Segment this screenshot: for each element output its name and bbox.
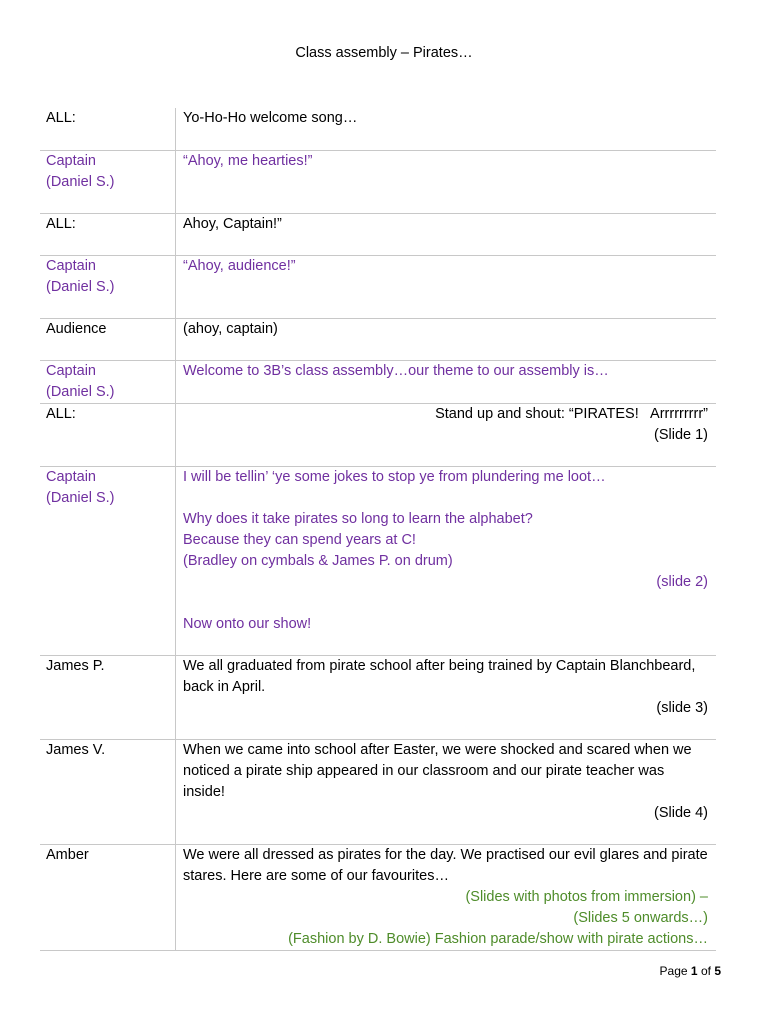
speaker-cell bbox=[40, 255, 176, 318]
speaker-name: Captain bbox=[46, 257, 96, 274]
speaker-name: ALL: bbox=[46, 215, 76, 232]
table-row bbox=[40, 655, 716, 739]
speaker-cell bbox=[40, 466, 176, 655]
table-row bbox=[40, 108, 716, 150]
page-footer bbox=[540, 964, 721, 978]
speaker-role: (Daniel S.) bbox=[46, 278, 115, 295]
line-cell bbox=[176, 150, 717, 213]
slide-cue: (slide 2) bbox=[656, 573, 708, 590]
line-cell bbox=[176, 213, 717, 255]
speaker-name: Captain bbox=[46, 468, 96, 485]
table-row bbox=[40, 213, 716, 255]
script-line: Welcome to 3B’s class assembly…our theme to our assembly is… bbox=[183, 362, 609, 379]
script-line: Ahoy, Captain!” bbox=[183, 215, 282, 232]
script-line: “Ahoy, audience!” bbox=[183, 257, 296, 274]
page-label: Page bbox=[659, 964, 688, 978]
script-line: Stand up and shout: “PIRATES! Arrrrrrrrr” bbox=[435, 405, 708, 422]
slide-cue: (Slide 4) bbox=[654, 804, 708, 821]
speaker-cell bbox=[40, 655, 176, 739]
stage-direction: (Slides with photos from immersion) – bbox=[465, 888, 708, 905]
speaker-name: Audience bbox=[46, 320, 107, 337]
line-cell bbox=[176, 108, 717, 150]
script-line: We were all dressed as pirates for the day. We practised our evil glares and pirate stares. Here are some of our favourites… bbox=[183, 846, 708, 884]
page-number: 1 bbox=[690, 964, 698, 978]
line-cell bbox=[176, 466, 717, 655]
speaker-name: ALL: bbox=[46, 405, 76, 422]
line-cell bbox=[176, 360, 717, 403]
document-title: Class assembly – Pirates… bbox=[295, 45, 473, 61]
script-line: “Ahoy, me hearties!” bbox=[183, 152, 313, 169]
table-row bbox=[40, 739, 716, 844]
script-table bbox=[40, 108, 716, 951]
script-line: (ahoy, captain) bbox=[183, 320, 278, 337]
speaker-cell bbox=[40, 739, 176, 844]
line-cell bbox=[176, 255, 717, 318]
speaker-cell bbox=[40, 360, 176, 403]
table-row bbox=[40, 150, 716, 213]
speaker-cell bbox=[40, 844, 176, 950]
speaker-cell bbox=[40, 318, 176, 360]
stage-direction: (Fashion by D. Bowie) Fashion parade/show with pirate actions… bbox=[288, 930, 708, 947]
slide-cue: (Slides 5 onwards…) bbox=[573, 909, 708, 926]
speaker-cell bbox=[40, 213, 176, 255]
slide-cue: (slide 3) bbox=[656, 699, 708, 716]
line-cell bbox=[176, 655, 717, 739]
speaker-role: (Daniel S.) bbox=[46, 489, 115, 506]
slide-cue: (Slide 1) bbox=[654, 426, 708, 443]
script-line: Because they can spend years at C! bbox=[183, 531, 416, 548]
table-row bbox=[40, 844, 716, 950]
table-row bbox=[40, 466, 716, 655]
speaker-name: James P. bbox=[46, 657, 105, 674]
speaker-name: ALL: bbox=[46, 110, 76, 126]
speaker-cell bbox=[40, 108, 176, 150]
script-line: Why does it take pirates so long to learn the alphabet? bbox=[183, 510, 533, 527]
of-label: of bbox=[700, 964, 711, 978]
blank-line bbox=[183, 488, 708, 509]
script-line: Now onto our show! bbox=[183, 615, 312, 632]
line-cell bbox=[176, 739, 717, 844]
table-row bbox=[40, 360, 716, 403]
speaker-name: James V. bbox=[46, 741, 106, 758]
script-line: When we came into school after Easter, we were shocked and scared when we noticed a pirate ship appeared in our classroom and our pirate teacher was inside! bbox=[183, 741, 692, 800]
stage-direction: (Bradley on cymbals & James P. on drum) bbox=[183, 552, 453, 569]
table-row bbox=[40, 403, 716, 466]
total-pages: 5 bbox=[714, 964, 721, 978]
speaker-name: Amber bbox=[46, 846, 89, 863]
speaker-cell bbox=[40, 150, 176, 213]
table-row bbox=[40, 255, 716, 318]
blank-line bbox=[183, 593, 708, 614]
speaker-name: Captain bbox=[46, 362, 96, 379]
script-line: Yo-Ho-Ho welcome song… bbox=[183, 110, 358, 126]
line-cell bbox=[176, 403, 717, 466]
speaker-role: (Daniel S.) bbox=[46, 383, 115, 400]
table-row bbox=[40, 318, 716, 360]
speaker-cell bbox=[40, 403, 176, 466]
line-cell bbox=[176, 318, 717, 360]
speaker-role: (Daniel S.) bbox=[46, 173, 115, 190]
line-cell bbox=[176, 844, 717, 950]
script-line: I will be tellin’ ‘ye some jokes to stop ye from plundering me loot… bbox=[183, 468, 606, 485]
speaker-name: Captain bbox=[46, 152, 96, 169]
script-line: We all graduated from pirate school after being trained by Captain Blanchbeard, back in April. bbox=[183, 657, 696, 695]
